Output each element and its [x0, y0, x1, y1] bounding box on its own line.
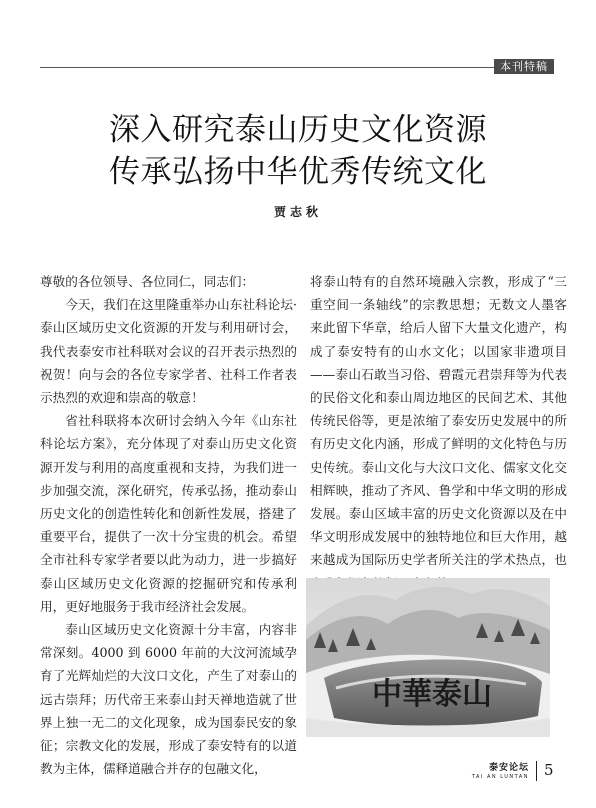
column-tag: 本刊特稿: [494, 59, 554, 74]
journal-brand: [472, 763, 529, 781]
snow-mountain-image: [306, 578, 550, 737]
mount-tai-photo: [306, 578, 550, 737]
article-author: 贾志秋: [273, 205, 322, 219]
header-rule: [40, 67, 554, 68]
article-title-line1: 深入研究泰山历史文化资源: [109, 112, 487, 148]
article-title-line2: 传承弘扬中华优秀传统文化: [109, 154, 487, 190]
paragraph: 省社科联将本次研讨会纳入今年《山东社科论坛方案》，充分体现了对泰山历史文化资源开发与利用的高度重视和支持，为我们进一步加强交流，深化研究，传承弘扬，推动泰山历史文化的创造性转化和创新性发展，搭建了重要平台，提供了一次十分宝贵的机会。希望全市社科专家学者要以此为动力，进一步搞好泰山区域历史文化资源的挖掘研究和传承利用，更好地服务于我市经济社会发展。: [40, 413, 297, 614]
page-number: 5: [544, 761, 554, 779]
body-column-right: [310, 270, 567, 595]
rock-inscription: 中華泰山: [372, 677, 492, 712]
footer-divider: [536, 761, 537, 781]
paragraph: 泰山区域历史文化资源十分丰富，内容非常深刻。4000 到 6000 年前的大汶河流域孕育了光辉灿烂的大汶口文化，产生了对泰山的远古崇拜；历代帝王来泰山封天禅地造就了世界上独一无二的文化现象，成为国泰民安的象征；宗教文化的发展，形成了泰安特有的以道教为主体，儒释道融合并存的包融文化，: [40, 622, 297, 777]
body-column-left: [40, 270, 297, 780]
salutation: 尊敬的各位领导、各位同仁，同志们：: [40, 274, 255, 289]
journal-name-en: TAI AN LUNTAN: [471, 774, 529, 780]
paragraph: 将泰山特有的自然环境融入宗教，形成了“三重空间一条轴线”的宗教思想；无数文人墨客来此留下华章，给后人留下大量文化遗产，构成了泰安特有的山水文化；以国家非遗项目——泰山石敢当习俗、碧霞元君崇拜等为代表的民俗文化和泰山周边地区的民间艺术、其他传统民俗等，更是浓缩了泰安历史发展中的所有历史文化内涵，形成了鲜明的文化特色与历史传统。泰山文化与大汶口文化、儒家文化交相辉映，推动了齐风、鲁学和中华文明的形成发展。泰山区域丰富的历史文化资源以及在中华文明形成发展中的独特地位和巨大作用，越来越成为国际历史学者所关注的学术热点，也: [310, 274, 567, 568]
journal-name-cn: 泰安论坛: [488, 763, 529, 773]
paragraph: 今天，我们在这里隆重举办山东社科论坛·泰山区域历史文化资源的开发与利用研讨会，我代表泰安市社科联对会议的召开表示热烈的祝贺！向与会的各位专家学者、社科工作者表示热烈的欢迎和崇高的敬意！: [40, 297, 297, 406]
